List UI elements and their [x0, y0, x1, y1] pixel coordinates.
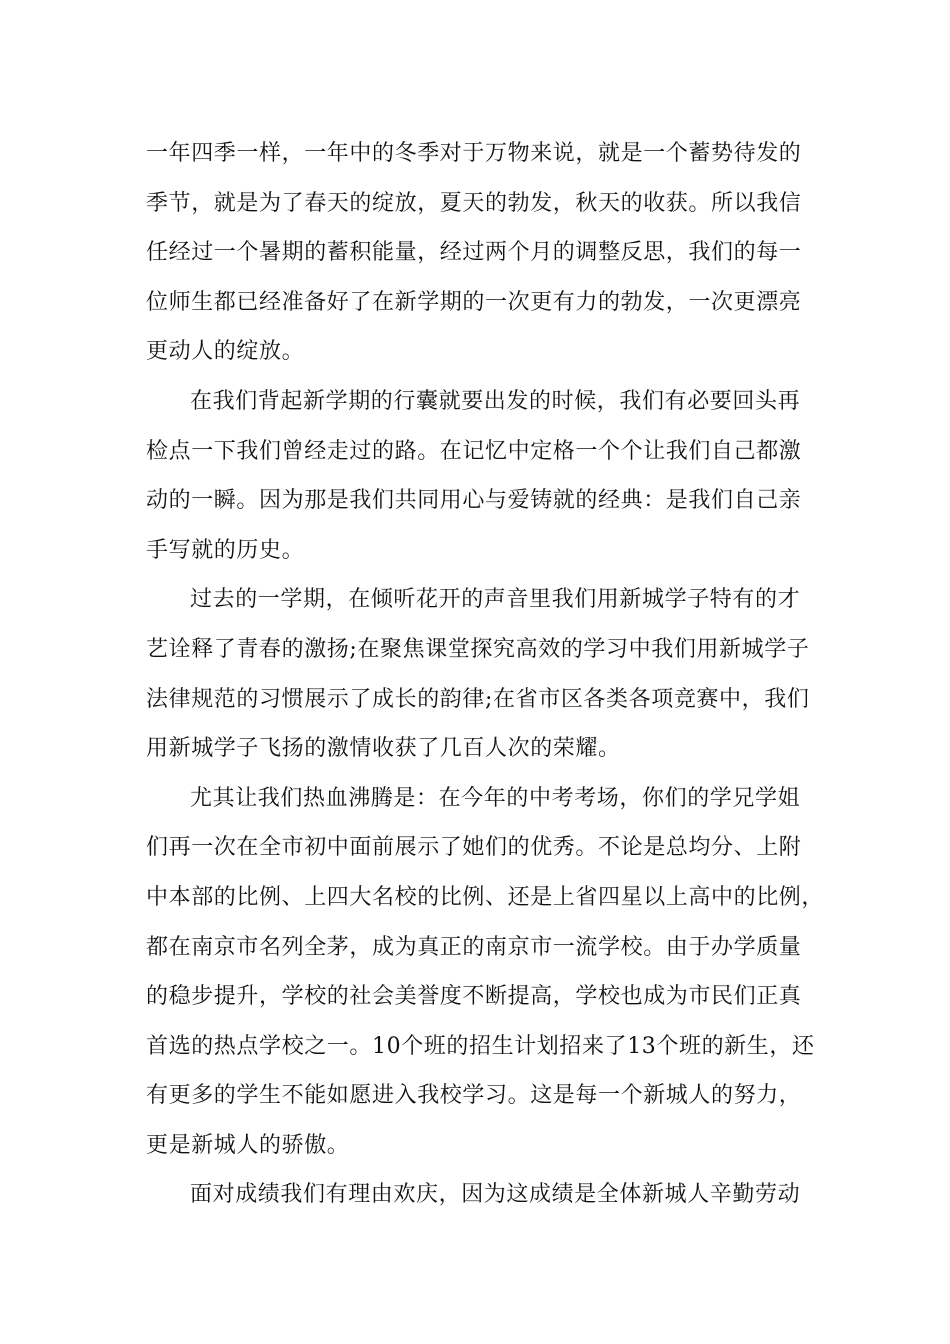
- text-line: 法律规范的习惯展示了成长的韵律;在省市区各类各项竞赛中，我们: [146, 686, 810, 712]
- text-line: 用新城学子飞扬的激情收获了几百人次的荣耀。: [146, 736, 621, 762]
- text-line: 尤其让我们热血沸腾是：在今年的中考考场，你们的学兄学姐: [190, 785, 801, 811]
- paragraph: [146, 774, 826, 1171]
- text-line: 动的一瞬。因为那是我们共同用心与爱铸就的经典：是我们自己亲: [146, 488, 802, 514]
- text-line: 有更多的学生不能如愿进入我校学习。这是每一个新城人的努力，: [146, 1083, 802, 1109]
- text-line: 任经过一个暑期的蓄积能量，经过两个月的调整反思，我们的每一: [146, 240, 802, 266]
- text-line: 的稳步提升，学校的社会美誉度不断提高，学校也成为市民们正真: [146, 984, 802, 1010]
- paragraph: [146, 575, 826, 773]
- document-body: [146, 129, 826, 1220]
- text-line: 过去的一学期，在倾听花开的声音里我们用新城学子特有的才: [190, 587, 801, 613]
- text-line: 中本部的比例、上四大名校的比例、还是上省四星以上高中的比例，: [146, 884, 825, 910]
- text-line: 更是新城人的骄傲。: [146, 1132, 350, 1158]
- text-line: 面对成绩我们有理由欢庆，因为这成绩是全体新城人辛勤劳动: [190, 1182, 801, 1208]
- text-line: 手写就的历史。: [146, 537, 305, 563]
- text-line: 在我们背起新学期的行囊就要出发的时候，我们有必要回头再: [190, 388, 801, 414]
- text-line: 一年四季一样，一年中的冬季对于万物来说，就是一个蓄势待发的: [146, 141, 802, 166]
- text-line: 首选的热点学校之一。10个班的招生计划招来了13个班的新生，还: [146, 1033, 815, 1059]
- paragraph: [146, 129, 826, 377]
- text-line: 们再一次在全市初中面前展示了她们的优秀。不论是总均分、上附: [146, 835, 802, 861]
- text-line: 季节，就是为了春天的绽放，夏天的勃发，秋天的收获。所以我信: [146, 190, 802, 216]
- text-line: 都在南京市名列全茅，成为真正的南京市一流学校。由于办学质量: [146, 934, 802, 960]
- text-line: 更动人的绽放。: [146, 339, 305, 365]
- paragraph: [146, 1170, 826, 1220]
- text-line: 检点一下我们曾经走过的路。在记忆中定格一个个让我们自己都激: [146, 438, 802, 464]
- paragraph: [146, 377, 826, 575]
- text-line: 位师生都已经准备好了在新学期的一次更有力的勃发，一次更漂亮: [146, 289, 802, 315]
- text-line: 艺诠释了青春的激扬;在聚焦课堂探究高效的学习中我们用新城学子: [146, 636, 810, 662]
